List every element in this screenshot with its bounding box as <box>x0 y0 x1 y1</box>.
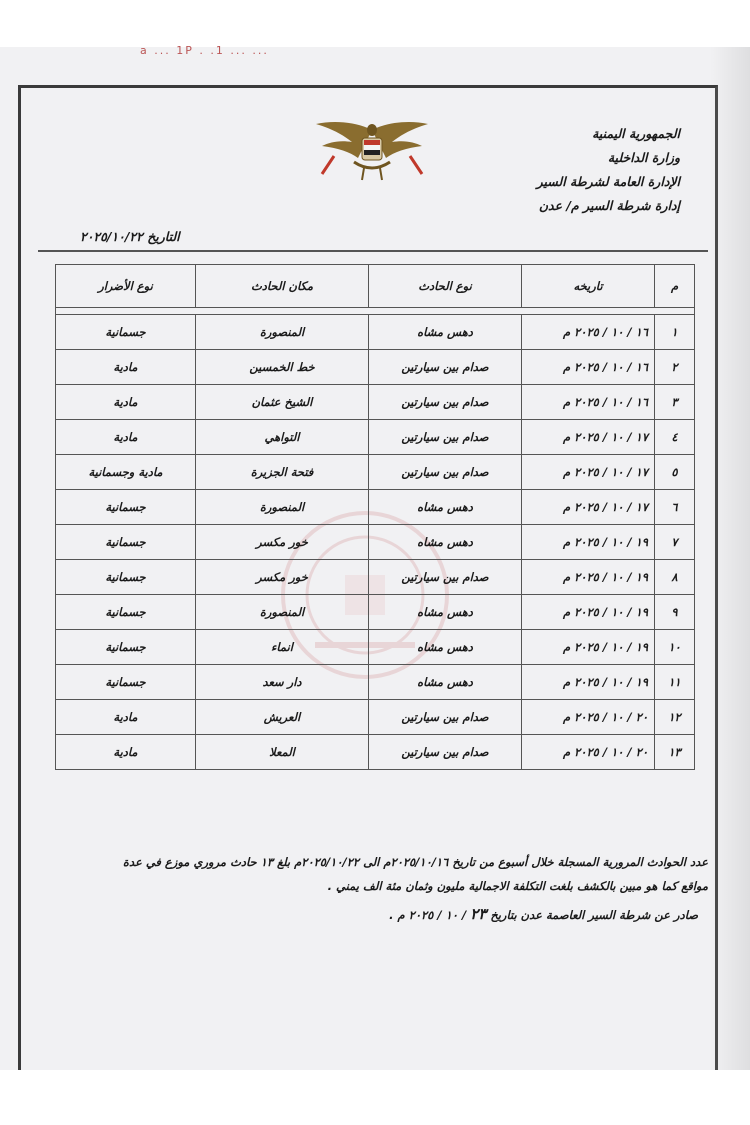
cell-place: خط الخمسين <box>196 350 369 385</box>
table-row <box>56 385 695 420</box>
cell-date: ١٧ / ١٠ / ٢٠٢٥ م <box>522 420 655 455</box>
letterhead-department: إدارة شرطة السير م/ عدن <box>538 198 680 213</box>
cell-date: ١٩ / ١٠ / ٢٠٢٥ م <box>522 560 655 595</box>
cell-date: ١٧ / ١٠ / ٢٠٢٥ م <box>522 455 655 490</box>
cell-type: دهس مشاه <box>369 595 522 630</box>
cell-damage: جسمانية <box>56 595 196 630</box>
cell-damage: مادية <box>56 735 196 770</box>
top-margin <box>0 0 750 47</box>
cell-date: ١٦ / ١٠ / ٢٠٢٥ م <box>522 315 655 350</box>
table-row <box>56 735 695 770</box>
document-date: التاريخ ٢٠٢٥/١٠/٢٢ <box>80 229 180 244</box>
table-row <box>56 350 695 385</box>
cell-place: المنصورة <box>196 595 369 630</box>
cell-damage: جسمانية <box>56 630 196 665</box>
table-row <box>56 665 695 700</box>
cell-type: صدام بين سيارتين <box>369 350 522 385</box>
cell-date: ٢٠ / ١٠ / ٢٠٢٥ م <box>522 735 655 770</box>
cell-type: صدام بين سيارتين <box>369 735 522 770</box>
table-row <box>56 420 695 455</box>
table-row <box>56 700 695 735</box>
cell-damage: مادية <box>56 700 196 735</box>
cell-damage: جسمانية <box>56 490 196 525</box>
cell-num: ٧ <box>655 525 695 560</box>
cell-place: فتحة الجزيرة <box>196 455 369 490</box>
cell-num: ٥ <box>655 455 695 490</box>
summary-text <box>48 850 708 927</box>
cell-date: ١٩ / ١٠ / ٢٠٢٥ م <box>522 525 655 560</box>
cell-num: ١٢ <box>655 700 695 735</box>
cell-date: ١٦ / ١٠ / ٢٠٢٥ م <box>522 385 655 420</box>
cell-damage: جسمانية <box>56 560 196 595</box>
cell-num: ٩ <box>655 595 695 630</box>
cell-num: ١ <box>655 315 695 350</box>
letterhead-directorate: الإدارة العامة لشرطة السير <box>536 174 680 189</box>
cell-date: ١٩ / ١٠ / ٢٠٢٥ م <box>522 665 655 700</box>
cell-type: دهس مشاه <box>369 490 522 525</box>
summary-line-2: مواقع كما هو مبين بالكشف بلغت التكلفة الاجمالية مليون وثمان مئة الف يمني . <box>327 879 708 893</box>
cell-date: ١٧ / ١٠ / ٢٠٢٥ م <box>522 490 655 525</box>
cell-type: دهس مشاه <box>369 525 522 560</box>
issued-day: ٢٣ <box>470 905 487 923</box>
table-row <box>56 560 695 595</box>
cell-num: ٦ <box>655 490 695 525</box>
cell-place: العريش <box>196 700 369 735</box>
letterhead-ministry: وزارة الداخلية <box>607 150 680 165</box>
cell-num: ١٠ <box>655 630 695 665</box>
cell-damage: مادية <box>56 350 196 385</box>
bottom-margin <box>0 1070 750 1125</box>
cell-place: المنصورة <box>196 315 369 350</box>
issued-prefix: صادر عن شرطة السير العاصمة عدن بتاريخ <box>490 908 698 922</box>
cell-num: ١١ <box>655 665 695 700</box>
cell-place: خور مكسر <box>196 525 369 560</box>
table-row <box>56 595 695 630</box>
cell-date: ١٦ / ١٠ / ٢٠٢٥ م <box>522 350 655 385</box>
cell-place: التواهي <box>196 420 369 455</box>
cell-num: ١٣ <box>655 735 695 770</box>
cell-place: دار سعد <box>196 665 369 700</box>
cell-place: خور مكسر <box>196 560 369 595</box>
cell-type: صدام بين سيارتين <box>369 420 522 455</box>
letterhead-country: الجمهورية اليمنية <box>592 126 680 141</box>
header-damage: نوع الأضرار <box>56 265 196 308</box>
cell-num: ٨ <box>655 560 695 595</box>
cell-type: دهس مشاه <box>369 630 522 665</box>
cell-type: دهس مشاه <box>369 315 522 350</box>
issued-line <box>48 902 708 927</box>
accidents-table <box>55 264 695 770</box>
header-num: م <box>655 265 695 308</box>
header-divider <box>38 250 708 252</box>
header-date: تاريخه <box>522 265 655 308</box>
cell-place: الشيخ عثمان <box>196 385 369 420</box>
summary-line-1: عدد الحوادث المرورية المسجلة خلال أسبوع من تاريخ ٢٠٢٥/١٠/١٦م الى ٢٠٢٥/١٠/٢٢م بلغ ١٣ حادث مروري موزع في عدة <box>122 855 708 869</box>
cell-num: ٣ <box>655 385 695 420</box>
cell-damage: جسمانية <box>56 315 196 350</box>
yemen-emblem-icon <box>312 116 432 182</box>
letterhead <box>420 122 680 218</box>
cell-date: ١٩ / ١٠ / ٢٠٢٥ م <box>522 630 655 665</box>
issued-rest: / ١٠ / ٢٠٢٥ م . <box>389 908 467 922</box>
cell-num: ٤ <box>655 420 695 455</box>
table-row <box>56 455 695 490</box>
cell-type: صدام بين سيارتين <box>369 385 522 420</box>
table-row <box>56 490 695 525</box>
cell-place: المنصورة <box>196 490 369 525</box>
cell-damage: مادية <box>56 420 196 455</box>
cell-date: ١٩ / ١٠ / ٢٠٢٥ م <box>522 595 655 630</box>
cell-place: انماء <box>196 630 369 665</box>
cell-damage: جسمانية <box>56 525 196 560</box>
cell-type: صدام بين سيارتين <box>369 700 522 735</box>
table-spacer <box>56 308 695 315</box>
cell-damage: جسمانية <box>56 665 196 700</box>
table-row <box>56 525 695 560</box>
table-body <box>56 308 695 770</box>
table-header-row <box>56 265 695 308</box>
header-place: مكان الحادث <box>196 265 369 308</box>
cell-damage: مادية <box>56 385 196 420</box>
previous-page-scrap: a ... 1P . .1 ... ... <box>140 44 269 57</box>
cell-type: صدام بين سيارتين <box>369 455 522 490</box>
cell-place: المعلا <box>196 735 369 770</box>
table-row <box>56 630 695 665</box>
table-row <box>56 315 695 350</box>
cell-date: ٢٠ / ١٠ / ٢٠٢٥ م <box>522 700 655 735</box>
cell-damage: مادية وجسمانية <box>56 455 196 490</box>
header-type: نوع الحادث <box>369 265 522 308</box>
cell-type: دهس مشاه <box>369 665 522 700</box>
cell-num: ٢ <box>655 350 695 385</box>
cell-type: صدام بين سيارتين <box>369 560 522 595</box>
